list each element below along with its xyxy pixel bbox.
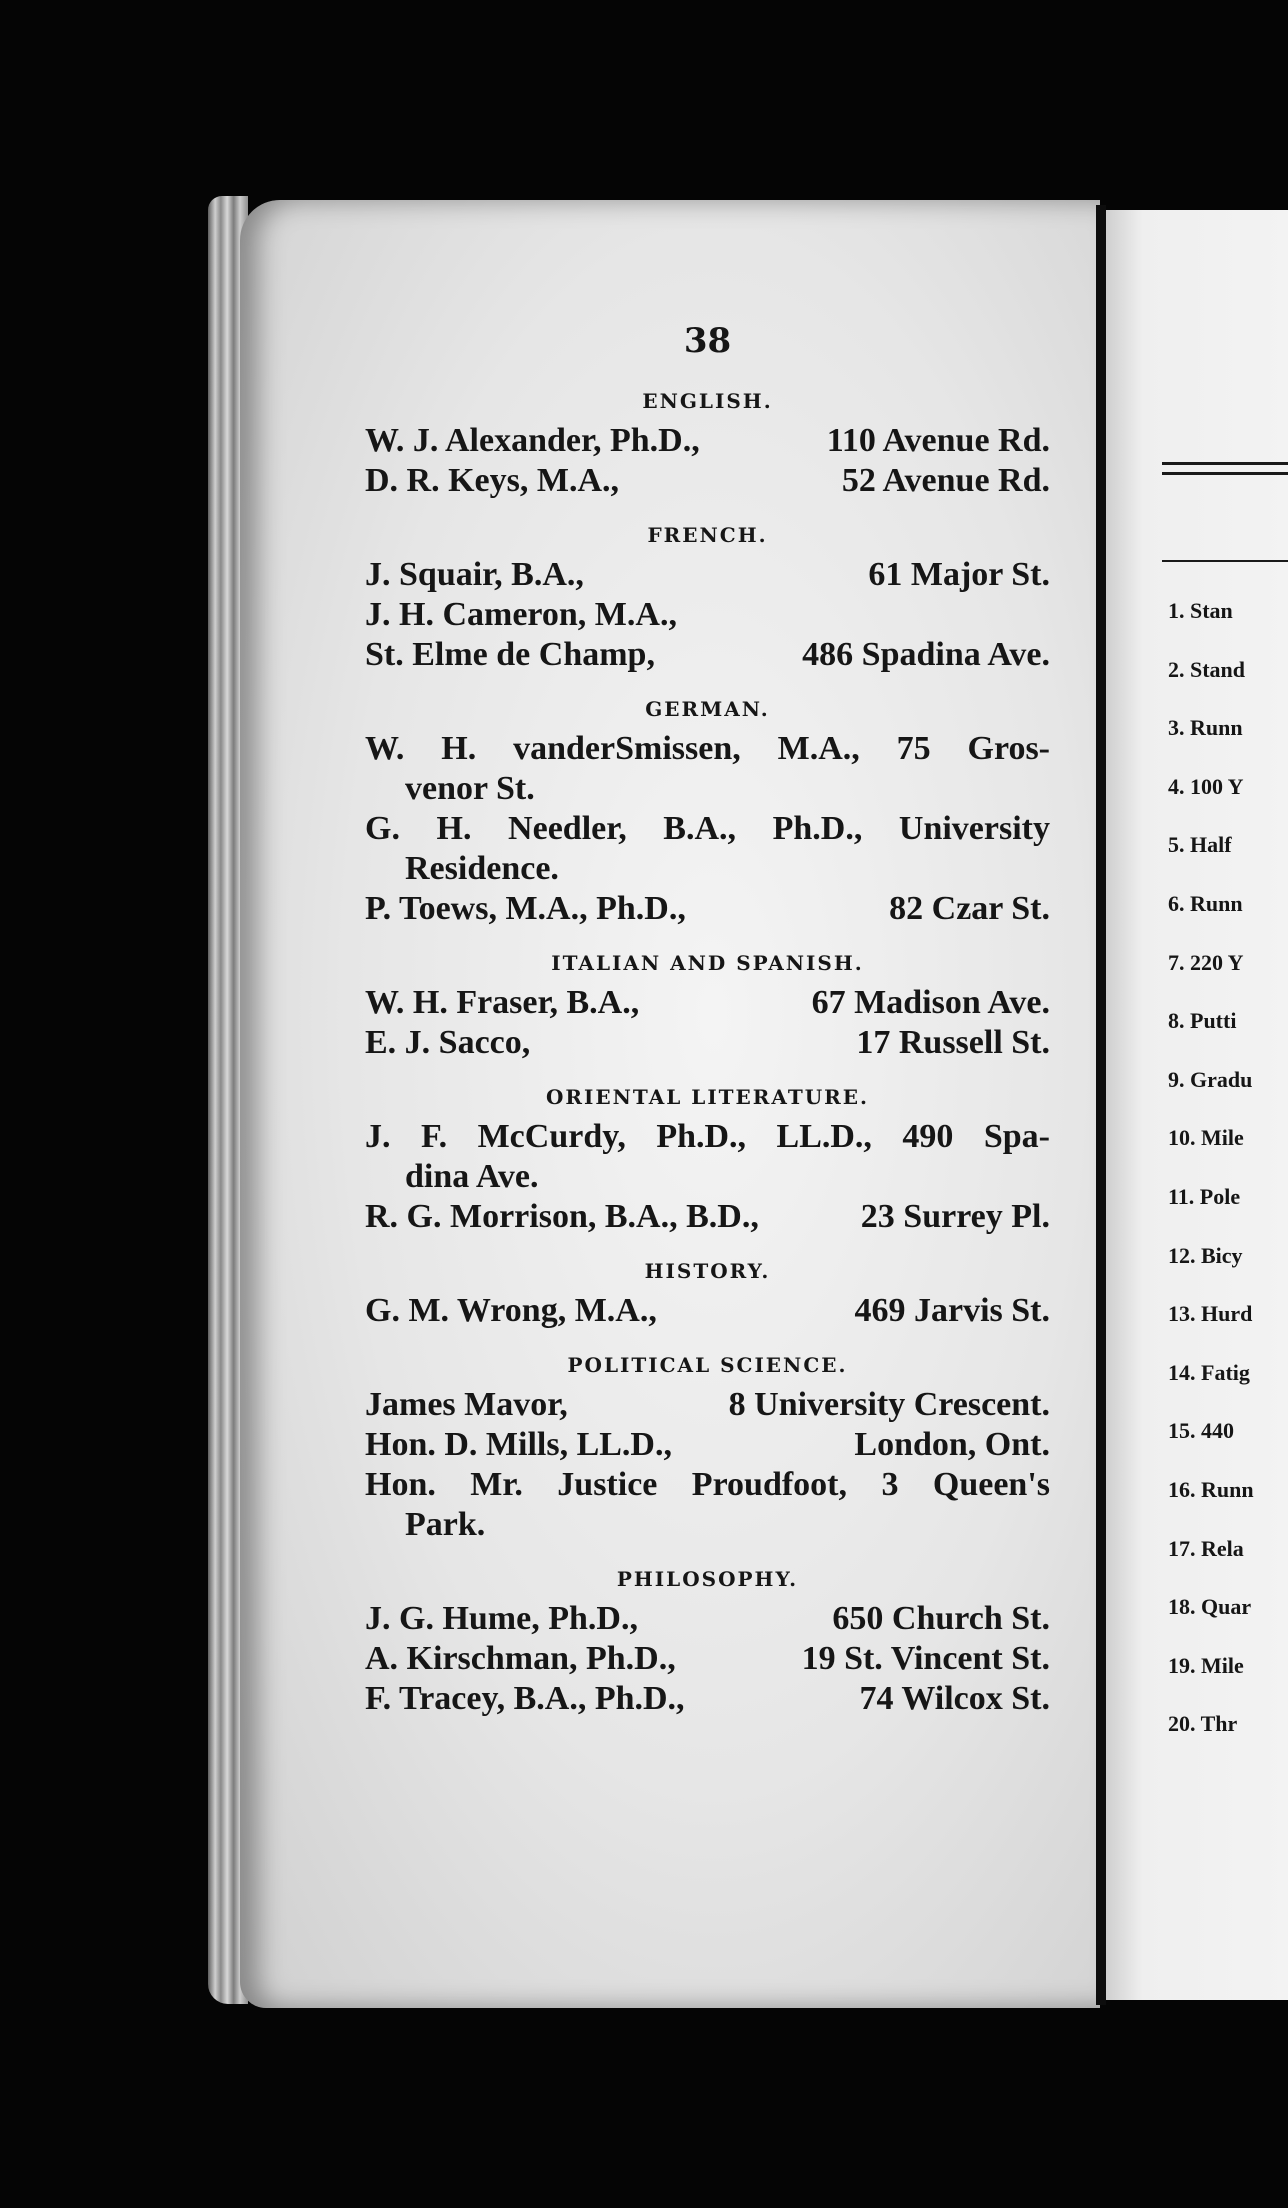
entry-continuation: Residence.: [405, 850, 559, 887]
directory-entry: [365, 1385, 1050, 1425]
right-page-item: 11. Pole: [1168, 1183, 1241, 1209]
right-page-item: 13. Hurd: [1168, 1301, 1253, 1327]
entry-name: Hon. D. Mills, LL.D.,: [365, 1426, 672, 1463]
entry-text: J. F. McCurdy, Ph.D., LL.D., 490 Spa-: [365, 1118, 1050, 1155]
entry-address: 61 Major St.: [868, 556, 1050, 593]
right-page-item: 2. Stand: [1168, 656, 1246, 682]
directory-text: [365, 315, 1050, 1719]
entry-continuation: dina Ave.: [405, 1158, 539, 1195]
entry-name: P. Toews, M.A., Ph.D.,: [365, 890, 686, 927]
directory-entry: [365, 1197, 1050, 1237]
right-page-item: 5. Half: [1168, 832, 1232, 858]
directory-entry: [365, 983, 1050, 1023]
entry-address: 8 University Crescent.: [728, 1386, 1050, 1423]
section-heading: POLITICAL SCIENCE.: [567, 1353, 848, 1377]
directory-entry: [365, 1117, 1050, 1197]
right-page-item: 18. Quar: [1168, 1594, 1252, 1620]
right-page-item: 10. Mile: [1168, 1125, 1244, 1151]
section-heading: GERMAN.: [645, 697, 770, 721]
entry-address: London, Ont.: [854, 1426, 1050, 1463]
directory-entry: [365, 729, 1050, 809]
section-heading: ITALIAN AND SPANISH.: [551, 951, 864, 975]
right-page-item: 9. Gradu: [1168, 1066, 1253, 1092]
directory-entry: [365, 1023, 1050, 1063]
entry-name: A. Kirschman, Ph.D.,: [365, 1640, 676, 1677]
entry-name: J. G. Hume, Ph.D.,: [365, 1600, 638, 1637]
right-page-item: 7. 220 Y: [1168, 949, 1244, 975]
directory-entry: [365, 635, 1050, 675]
entry-address: 82 Czar St.: [889, 890, 1050, 927]
page-number: 38: [683, 321, 732, 361]
right-page-item: 17. Rela: [1168, 1535, 1244, 1561]
directory-entry: [365, 809, 1050, 889]
directory-entry: [365, 555, 1050, 595]
section-heading: FRENCH.: [647, 523, 768, 547]
directory-entry: [365, 1465, 1050, 1545]
directory-entry: [365, 1599, 1050, 1639]
entry-name: James Mavor,: [365, 1386, 568, 1423]
right-page-item: 16. Runn: [1168, 1476, 1254, 1502]
right-page-item: 14. Fatig: [1168, 1359, 1250, 1385]
right-page-item: 8. Putti: [1168, 1008, 1237, 1034]
right-page-item: 3. Runn: [1168, 715, 1243, 741]
directory-entry: [365, 889, 1050, 929]
entry-name: E. J. Sacco,: [365, 1024, 531, 1061]
directory-entry: [365, 1291, 1050, 1331]
right-page-item: 15. 440: [1168, 1418, 1234, 1444]
right-page-item: 20. Thr: [1168, 1711, 1238, 1737]
entry-address: 469 Jarvis St.: [854, 1292, 1050, 1329]
section-heading: PHILOSOPHY.: [616, 1567, 799, 1591]
entry-name: D. R. Keys, M.A.,: [365, 462, 620, 499]
entry-address: 650 Church St.: [832, 1600, 1050, 1637]
right-page-item: 19. Mile: [1168, 1652, 1244, 1678]
directory-entry: [365, 595, 1050, 635]
right-page-list: [1168, 596, 1288, 1768]
right-page-rule: [1162, 472, 1288, 475]
entry-name: F. Tracey, B.A., Ph.D.,: [365, 1680, 685, 1717]
right-page-item: 4. 100 Y: [1168, 773, 1244, 799]
entry-address: 486 Spadina Ave.: [802, 636, 1050, 673]
entry-continuation: venor St.: [405, 770, 535, 807]
entry-name: J. Squair, B.A.,: [365, 556, 584, 593]
entry-name: R. G. Morrison, B.A., B.D.,: [365, 1198, 759, 1235]
section-heading: HISTORY.: [644, 1259, 771, 1283]
section-heading: ENGLISH.: [642, 389, 773, 413]
book-gutter: [1096, 205, 1106, 2005]
entry-name: G. M. Wrong, M.A.,: [365, 1292, 657, 1329]
entry-continuation: Park.: [405, 1506, 486, 1543]
entry-text: Hon. Mr. Justice Proudfoot, 3 Queen's: [365, 1466, 1050, 1503]
entry-name: W. J. Alexander, Ph.D.,: [365, 422, 700, 459]
directory-entry: [365, 461, 1050, 501]
entry-address: 74 Wilcox St.: [859, 1680, 1050, 1717]
right-page-item: 1. Stan: [1168, 598, 1233, 623]
entry-name: St. Elme de Champ,: [365, 636, 655, 673]
entry-name: W. H. Fraser, B.A.,: [365, 984, 640, 1021]
directory-entry: [365, 1639, 1050, 1679]
directory-entry: [365, 1425, 1050, 1465]
entry-text: G. H. Needler, B.A., Ph.D., University: [365, 810, 1050, 847]
entry-address: 19 St. Vincent St.: [801, 1640, 1050, 1677]
section-heading: ORIENTAL LITERATURE.: [546, 1085, 869, 1109]
entry-address: 52 Avenue Rd.: [841, 462, 1050, 499]
entry-address: 110 Avenue Rd.: [826, 422, 1050, 459]
directory-entry: [365, 421, 1050, 461]
directory-entry: [365, 1679, 1050, 1719]
right-page-rule: [1162, 462, 1288, 465]
entry-name: J. H. Cameron, M.A.,: [365, 596, 677, 633]
entry-address: 23 Surrey Pl.: [860, 1198, 1050, 1235]
entry-address: 17 Russell St.: [856, 1024, 1050, 1061]
right-page-item: 6. Runn: [1168, 890, 1243, 916]
entry-text: W. H. vanderSmissen, M.A., 75 Gros-: [365, 730, 1050, 767]
right-page-item: 12. Bicy: [1168, 1242, 1243, 1268]
entry-address: 67 Madison Ave.: [811, 984, 1050, 1021]
right-page-rule: [1162, 560, 1288, 562]
